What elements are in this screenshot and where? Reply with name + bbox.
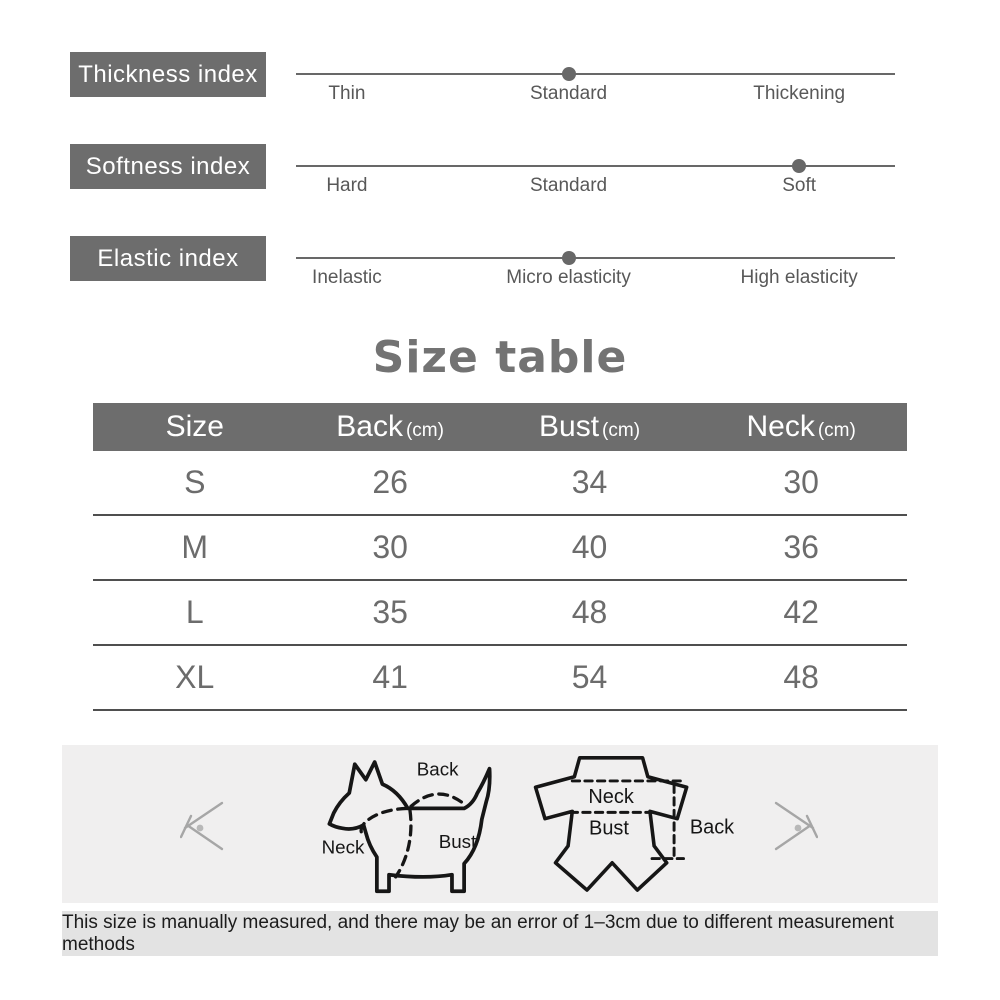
index-section <box>0 0 1000 298</box>
pattern-back-label: Back <box>689 816 735 839</box>
bust-cell: 40 <box>571 529 608 565</box>
elastic-index-row <box>70 236 895 298</box>
dog-bust-measure-line <box>396 811 411 877</box>
bust-cell: 54 <box>571 659 608 695</box>
dog-neck-label: Neck <box>321 836 365 858</box>
scale-option: Thin <box>328 83 366 104</box>
scale-option: High elasticity <box>740 267 858 288</box>
bust-cell: 48 <box>571 594 608 630</box>
disclaimer-text: This size is manually measured, and there may be an error of 1–3cm due to different measurement methods <box>62 911 894 955</box>
softness-scale <box>296 144 895 206</box>
size-table <box>93 403 907 711</box>
elastic-scale <box>296 236 895 298</box>
neck-cell: 42 <box>783 594 819 630</box>
column-header-bust: Bust (cm) <box>539 410 641 443</box>
scale-option: Standard <box>529 175 608 196</box>
measurement-diagram-panel <box>62 745 938 903</box>
dog-back-label: Back <box>416 758 459 780</box>
column-header-neck: Neck (cm) <box>746 410 856 443</box>
size-cell: M <box>181 529 209 565</box>
back-cell: 26 <box>372 464 408 500</box>
scale-option: Soft <box>782 175 817 196</box>
dog-back-measure-line <box>411 794 464 806</box>
column-header-size: Size <box>165 410 224 443</box>
softness-index-row <box>70 144 895 206</box>
thickness-index-label: Thickness index <box>70 52 266 97</box>
table-row-s <box>93 451 907 516</box>
size-cell: XL <box>175 659 215 695</box>
thickness-scale <box>296 52 895 114</box>
scale-dot <box>562 251 576 265</box>
thickness-index-row <box>70 52 895 114</box>
back-cell: 30 <box>372 529 408 565</box>
measurement-disclaimer <box>62 911 938 956</box>
table-row-m <box>93 516 907 581</box>
size-table-title: Size table <box>372 332 628 383</box>
pattern-bust-label: Bust <box>589 817 629 840</box>
scale-line <box>296 257 895 259</box>
scale-option: Thickening <box>753 83 846 104</box>
table-row-l <box>93 581 907 646</box>
scale-dot <box>562 67 576 81</box>
scale-option: Standard <box>529 83 608 104</box>
scale-option: Micro elasticity <box>506 267 631 288</box>
softness-index-label: Softness index <box>70 144 266 189</box>
scale-dot <box>792 159 806 173</box>
scale-option: Inelastic <box>312 267 382 288</box>
dog-neck-measure-line <box>361 808 407 837</box>
back-cell: 35 <box>372 594 408 630</box>
neck-cell: 30 <box>783 464 819 500</box>
elastic-index-label: Elastic index <box>70 236 266 281</box>
garment-pattern-figure <box>524 751 736 899</box>
neck-cell: 48 <box>783 659 819 695</box>
size-table-header <box>93 403 907 451</box>
size-cell: S <box>184 464 206 500</box>
size-cell: L <box>185 594 204 630</box>
bust-cell: 34 <box>571 464 608 500</box>
scale-option: Hard <box>326 175 368 196</box>
next-arrow-icon <box>768 797 818 853</box>
dog-measurement-figure <box>320 751 500 899</box>
pattern-neck-label: Neck <box>588 785 634 808</box>
dog-bust-label: Bust <box>438 831 477 853</box>
back-cell: 41 <box>372 659 408 695</box>
prev-arrow-icon <box>180 797 230 853</box>
neck-cell: 36 <box>783 529 819 565</box>
table-row-xl <box>93 646 907 711</box>
column-header-back: Back (cm) <box>336 410 444 443</box>
scale-line <box>296 73 895 75</box>
